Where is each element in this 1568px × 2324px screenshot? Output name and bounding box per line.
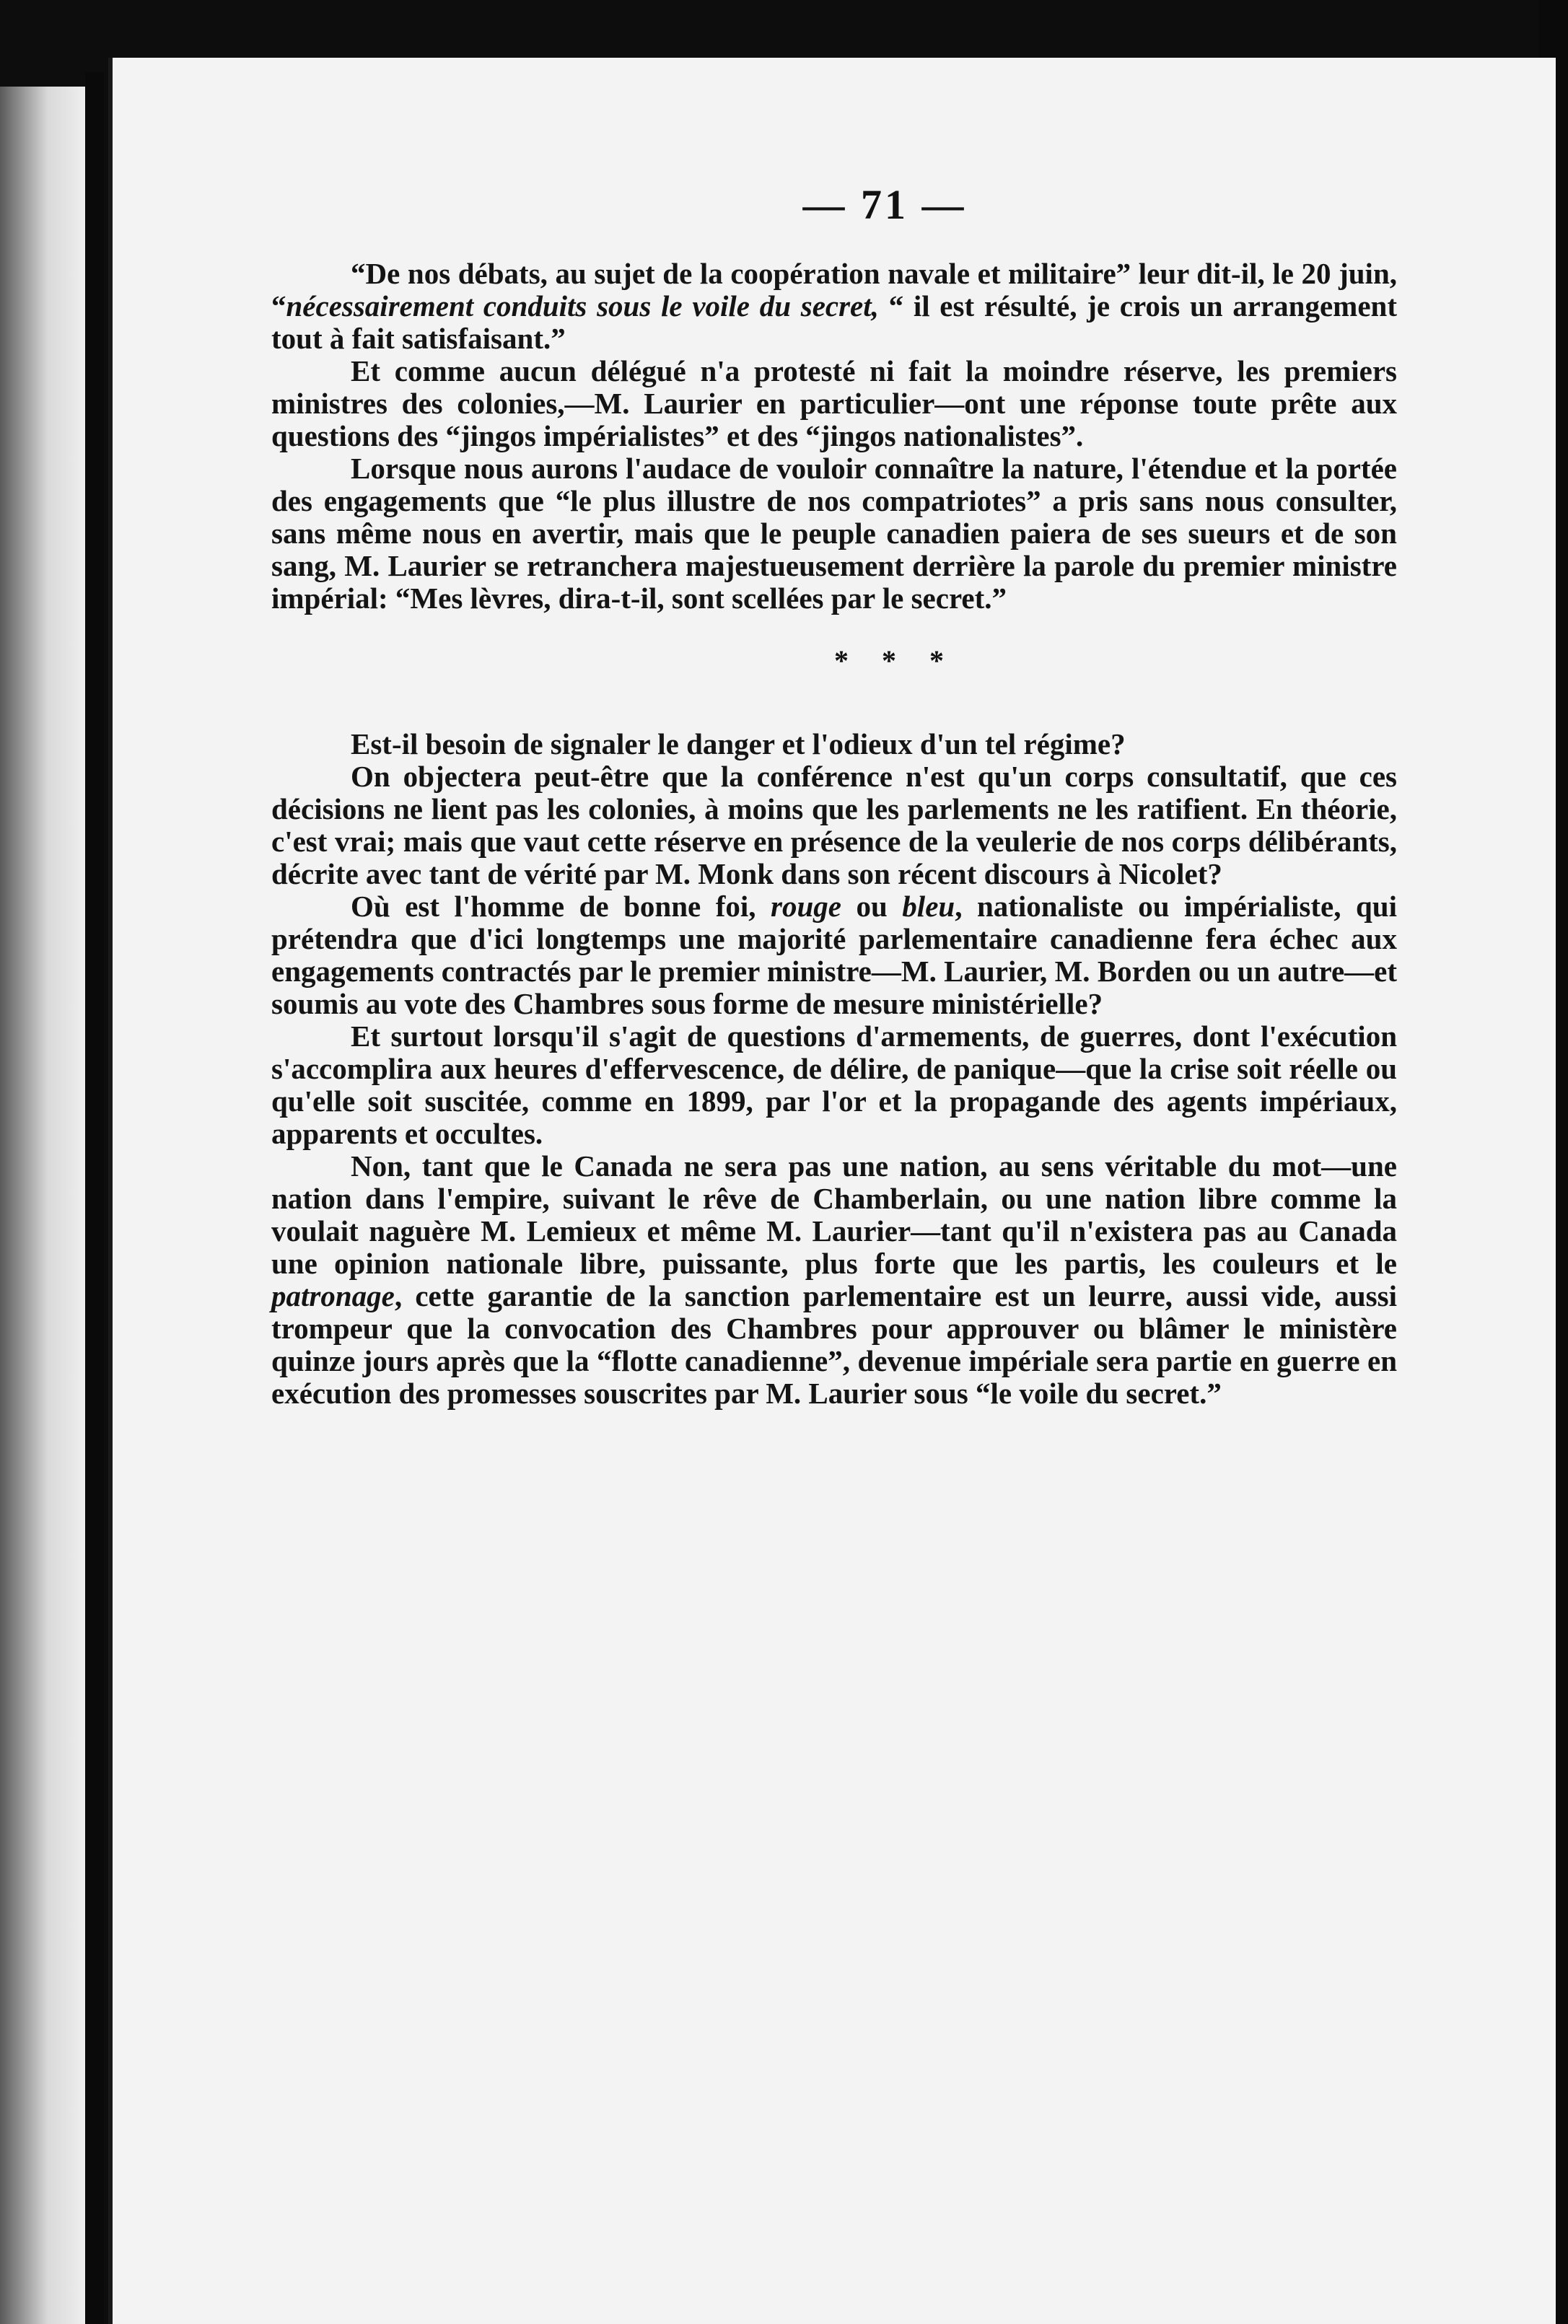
paragraph-6-text-mid: ou xyxy=(841,890,903,923)
section-ornament: * * * xyxy=(834,644,957,677)
paragraph-6-text-end: , nationaliste ou impérialiste, qui prétendra que d'ici longtemps une majorité parlementaire canadienne fera échec aux engagements contractés par le premier ministre—M. Laurier, M. Borden ou un autre—et soumis au vote des Chambres sous forme de mesure ministérielle? xyxy=(271,890,1397,1020)
paragraph-8 xyxy=(271,1150,1397,1410)
paragraph-6-italic-rouge: rouge xyxy=(771,890,841,923)
paragraph-8-text-end: , cette garantie de la sanction parlementaire est un leurre, aussi vide, aussi trompeur que la convocation des Chambres pour approuver ou blâmer le ministère quinze jours après que la “flotte canadienne”, devenue impériale sera partie en guerre en exécution des promesses souscrites par M. Laurier sous “le voile du secret.” xyxy=(271,1279,1397,1410)
book-page xyxy=(108,58,1556,2324)
facing-page-edge xyxy=(0,87,87,2324)
paragraph-1 xyxy=(271,258,1397,355)
paragraph-1-text: “De nos débats, au sujet de la coopération navale et militaire” leur dit-il, le 20 juin, “ xyxy=(271,257,1397,323)
paragraph-6-italic-bleu: bleu xyxy=(902,890,955,923)
paragraph-8-text: Non, tant que le Canada ne sera pas une nation, au sens véritable du mot—une nation dans l'empire, suivant le rêve de Chamberlain, ou une nation libre comme la voulait naguère M. Lemieux et même M. Laurier—tant qu'il n'existera pas au Canada une opinion nationale libre, puissante, plus forte que les partis, les couleurs et le xyxy=(271,1149,1397,1280)
paragraph-6 xyxy=(271,890,1397,1020)
paragraph-3: Lorsque nous aurons l'audace de vouloir connaître la nature, l'étendue et la portée des engagements que “le plus illustre de nos compatriotes” a pris sans nous consulter, sans même nous en avertir, mais que le peuple canadien paiera de ses sueurs et de son sang, M. Laurier se retranchera majestueusement derrière la parole du premier ministre impérial: “Mes lèvres, dira-t-il, sont scellées par le secret.” xyxy=(271,452,1397,615)
paragraph-4: Est-il besoin de signaler le danger et l'odieux d'un tel régime? xyxy=(351,727,1126,760)
paragraph-5: On objectera peut-être que la conférence n'est qu'un corps consultatif, que ces décisions ne lient pas les colonies, à moins que les parlements ne les ratifient. En théorie, c'est vrai; mais que vaut cette réserve en présence de la veulerie de nos corps délibérants, décrite avec tant de vérité par M. Monk dans son récent discours à Nicolet? xyxy=(271,760,1397,890)
paragraph-2: Et comme aucun délégué n'a protesté ni fait la moindre réserve, les premiers ministres des colonies,—M. Laurier en particulier—ont une réponse toute prête aux questions des “jingos impérialistes” et des “jingos nationalistes”. xyxy=(271,354,1397,452)
paragraph-1-italic: nécessairement conduits sous le voile du secret, xyxy=(286,289,879,323)
page-text-block xyxy=(271,180,1397,1410)
paragraph-7: Et surtout lorsqu'il s'agit de questions d'armements, de guerres, dont l'exécution s'accomplira aux heures d'effervescence, de délire, de panique—que la crise soit réelle ou qu'elle soit suscitée, comme en 1899, par l'or et la propagande des agents impériaux, apparents et occultes. xyxy=(271,1020,1397,1150)
page-number: — 71 — xyxy=(802,181,967,228)
paragraph-8-italic: patronage xyxy=(271,1279,395,1312)
paragraph-1-text-end: “ il est résulté, je crois un arrangement tout à fait satisfaisant.” xyxy=(271,289,1397,355)
paragraph-6-text: Où est l'homme de bonne foi, xyxy=(351,890,771,923)
book-binding-shadow xyxy=(85,72,104,2324)
